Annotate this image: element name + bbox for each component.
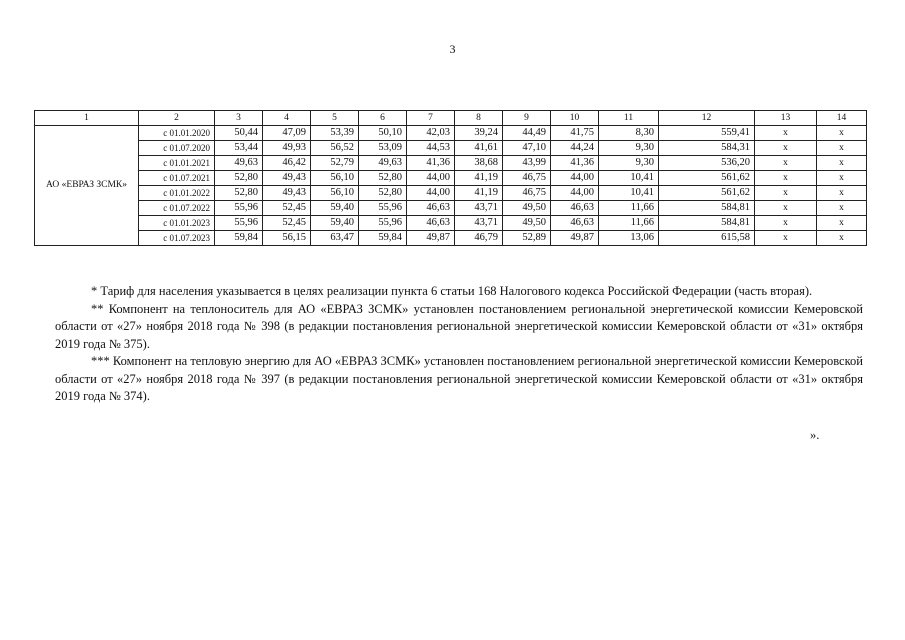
value-cell: 41,75 — [551, 126, 599, 141]
value-cell: 56,10 — [311, 171, 359, 186]
value-cell: х — [755, 186, 817, 201]
value-cell: 39,24 — [455, 126, 503, 141]
value-cell: 47,09 — [263, 126, 311, 141]
column-header: 8 — [455, 111, 503, 126]
value-cell: 49,87 — [551, 231, 599, 246]
value-cell: 44,00 — [407, 186, 455, 201]
value-cell: 46,63 — [407, 201, 455, 216]
value-cell: 38,68 — [455, 156, 503, 171]
value-cell: 9,30 — [599, 156, 659, 171]
period-cell: с 01.07.2020 — [139, 141, 215, 156]
value-cell: 59,84 — [359, 231, 407, 246]
value-cell: 56,15 — [263, 231, 311, 246]
value-cell: 46,75 — [503, 171, 551, 186]
value-cell: х — [817, 171, 867, 186]
value-cell: 59,40 — [311, 201, 359, 216]
value-cell: 8,30 — [599, 126, 659, 141]
value-cell: 46,63 — [407, 216, 455, 231]
column-header: 5 — [311, 111, 359, 126]
footnote-2: ** Компонент на теплоноситель для АО «ЕВРАЗ ЗСМК» установлен постановлением региональной энергетической комиссии Кемеровской области от «27» ноября 2018 года № 398 (в редакции постановления региональной энергетической комиссии Кемеровской области от «31» октября 2019 года № 375). — [55, 301, 863, 351]
value-cell: х — [817, 186, 867, 201]
value-cell: 10,41 — [599, 186, 659, 201]
value-cell: х — [817, 126, 867, 141]
value-cell: х — [755, 216, 817, 231]
value-cell: 584,81 — [659, 216, 755, 231]
table-row — [35, 201, 867, 216]
value-cell: 49,63 — [359, 156, 407, 171]
value-cell: 43,99 — [503, 156, 551, 171]
value-cell: 52,45 — [263, 201, 311, 216]
value-cell: 52,45 — [263, 216, 311, 231]
table-body — [35, 126, 867, 246]
value-cell: 43,71 — [455, 201, 503, 216]
value-cell: 52,79 — [311, 156, 359, 171]
value-cell: 59,84 — [215, 231, 263, 246]
value-cell: 49,63 — [215, 156, 263, 171]
table-row — [35, 156, 867, 171]
value-cell: 49,43 — [263, 171, 311, 186]
value-cell: 46,79 — [455, 231, 503, 246]
footnotes — [55, 283, 863, 406]
column-header: 10 — [551, 111, 599, 126]
value-cell: х — [817, 216, 867, 231]
value-cell: 536,20 — [659, 156, 755, 171]
value-cell: 52,80 — [359, 186, 407, 201]
value-cell: 10,41 — [599, 171, 659, 186]
value-cell: х — [817, 141, 867, 156]
value-cell: 55,96 — [359, 216, 407, 231]
value-cell: 559,41 — [659, 126, 755, 141]
value-cell: х — [755, 141, 817, 156]
value-cell: х — [817, 201, 867, 216]
table-row — [35, 141, 867, 156]
value-cell: 49,93 — [263, 141, 311, 156]
value-cell: 55,96 — [215, 216, 263, 231]
value-cell: 59,40 — [311, 216, 359, 231]
period-cell: с 01.07.2023 — [139, 231, 215, 246]
column-header: 14 — [817, 111, 867, 126]
period-cell: с 01.01.2023 — [139, 216, 215, 231]
value-cell: 49,43 — [263, 186, 311, 201]
column-header: 6 — [359, 111, 407, 126]
value-cell: х — [817, 231, 867, 246]
value-cell: 55,96 — [359, 201, 407, 216]
column-header: 1 — [35, 111, 139, 126]
table-row — [35, 216, 867, 231]
value-cell: 44,00 — [407, 171, 455, 186]
column-header: 13 — [755, 111, 817, 126]
value-cell: 584,31 — [659, 141, 755, 156]
value-cell: 615,58 — [659, 231, 755, 246]
value-cell: 43,71 — [455, 216, 503, 231]
organization-cell: АО «ЕВРАЗ ЗСМК» — [35, 126, 139, 246]
value-cell: 561,62 — [659, 186, 755, 201]
value-cell: 44,24 — [551, 141, 599, 156]
value-cell: 41,36 — [551, 156, 599, 171]
column-header: 12 — [659, 111, 755, 126]
closing-quote-mark: ». — [810, 428, 820, 442]
period-cell: с 01.01.2020 — [139, 126, 215, 141]
value-cell: 41,61 — [455, 141, 503, 156]
value-cell: 63,47 — [311, 231, 359, 246]
table-row — [35, 171, 867, 186]
period-cell: с 01.01.2022 — [139, 186, 215, 201]
value-cell: 46,63 — [551, 201, 599, 216]
value-cell: 47,10 — [503, 141, 551, 156]
column-header: 9 — [503, 111, 551, 126]
value-cell: 56,52 — [311, 141, 359, 156]
value-cell: 41,36 — [407, 156, 455, 171]
footnote-1: * Тариф для населения указывается в целях реализации пункта 6 статьи 168 Налогового кодекса Российской Федерации (часть вторая). — [91, 284, 813, 298]
value-cell: 11,66 — [599, 216, 659, 231]
value-cell: 41,19 — [455, 171, 503, 186]
value-cell: 44,00 — [551, 171, 599, 186]
value-cell: 52,80 — [359, 171, 407, 186]
period-cell: с 01.01.2021 — [139, 156, 215, 171]
value-cell: 50,44 — [215, 126, 263, 141]
value-cell: 52,80 — [215, 171, 263, 186]
column-header: 2 — [139, 111, 215, 126]
value-cell: 46,63 — [551, 216, 599, 231]
value-cell: х — [755, 156, 817, 171]
period-cell: с 01.07.2021 — [139, 171, 215, 186]
value-cell: 44,49 — [503, 126, 551, 141]
column-header: 3 — [215, 111, 263, 126]
value-cell: 50,10 — [359, 126, 407, 141]
column-header: 7 — [407, 111, 455, 126]
value-cell: 52,80 — [215, 186, 263, 201]
value-cell: 52,89 — [503, 231, 551, 246]
value-cell: 46,75 — [503, 186, 551, 201]
value-cell: 49,50 — [503, 201, 551, 216]
table-row — [35, 231, 867, 246]
column-header: 11 — [599, 111, 659, 126]
value-cell: 49,50 — [503, 216, 551, 231]
table-row — [35, 126, 867, 141]
value-cell: 55,96 — [215, 201, 263, 216]
footnote-3: *** Компонент на тепловую энергию для АО «ЕВРАЗ ЗСМК» установлен постановлением региональной энергетической комиссии Кемеровской области от «27» ноября 2018 года № 397 (в редакции постановления региональной энергетической комиссии Кемеровской области от «31» октября 2019 года № 374). — [55, 354, 863, 403]
value-cell: х — [755, 126, 817, 141]
value-cell: 584,81 — [659, 201, 755, 216]
table-row — [35, 186, 867, 201]
value-cell: 9,30 — [599, 141, 659, 156]
value-cell: 44,53 — [407, 141, 455, 156]
value-cell: х — [817, 156, 867, 171]
value-cell: х — [755, 201, 817, 216]
value-cell: 53,44 — [215, 141, 263, 156]
value-cell: 561,62 — [659, 171, 755, 186]
value-cell: х — [755, 231, 817, 246]
value-cell: 53,39 — [311, 126, 359, 141]
column-header: 4 — [263, 111, 311, 126]
table-header-row — [35, 111, 867, 126]
value-cell: 42,03 — [407, 126, 455, 141]
value-cell: 46,42 — [263, 156, 311, 171]
value-cell: 49,87 — [407, 231, 455, 246]
period-cell: с 01.07.2022 — [139, 201, 215, 216]
value-cell: 56,10 — [311, 186, 359, 201]
value-cell: 11,66 — [599, 201, 659, 216]
value-cell: 53,09 — [359, 141, 407, 156]
value-cell: 13,06 — [599, 231, 659, 246]
value-cell: 41,19 — [455, 186, 503, 201]
value-cell: х — [755, 171, 817, 186]
tariff-table — [34, 110, 867, 246]
value-cell: 44,00 — [551, 186, 599, 201]
page-number: 3 — [449, 42, 456, 56]
